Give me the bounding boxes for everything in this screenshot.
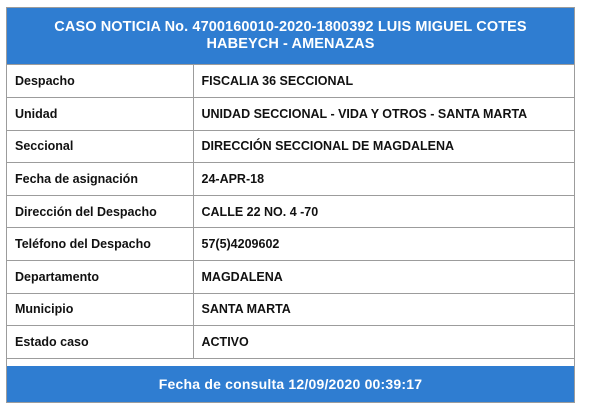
row-label-estado: Estado caso xyxy=(7,326,193,359)
row-value-estado: ACTIVO xyxy=(193,326,574,359)
case-title-line1: CASO NOTICIA No. 4700160010-2020-1800392 LUIS MIGUEL COTES xyxy=(54,19,527,35)
row-label-despacho: Despacho xyxy=(7,65,193,98)
row-value-departamento: MAGDALENA xyxy=(193,261,574,294)
table-row xyxy=(7,163,574,196)
table-row xyxy=(7,98,574,131)
row-value-telefono: 57(5)4209602 xyxy=(193,228,574,261)
row-label-fecha-asignacion: Fecha de asignación xyxy=(7,163,193,196)
consult-date-text: Fecha de consulta 12/09/2020 00:39:17 xyxy=(158,376,423,392)
consult-date-footer xyxy=(7,366,574,402)
row-value-fecha-asignacion: 24-APR-18 xyxy=(193,163,574,196)
row-label-unidad: Unidad xyxy=(7,98,193,131)
row-value-direccion: CALLE 22 NO. 4 -70 xyxy=(193,195,574,228)
table-row xyxy=(7,195,574,228)
row-label-municipio: Municipio xyxy=(7,293,193,326)
table-row xyxy=(7,65,574,98)
row-value-municipio: SANTA MARTA xyxy=(193,293,574,326)
row-label-direccion: Dirección del Despacho xyxy=(7,195,193,228)
row-value-despacho: FISCALIA 36 SECCIONAL xyxy=(193,65,574,98)
table-row xyxy=(7,130,574,163)
table-row xyxy=(7,326,574,359)
table-row xyxy=(7,261,574,294)
row-value-unidad: UNIDAD SECCIONAL - VIDA Y OTROS - SANTA MARTA xyxy=(193,98,574,131)
case-title-line2: HABEYCH - AMENAZAS xyxy=(206,36,375,52)
case-header xyxy=(7,8,574,65)
table-row xyxy=(7,228,574,261)
row-label-seccional: Seccional xyxy=(7,130,193,163)
table-row xyxy=(7,293,574,326)
case-details-table xyxy=(7,65,574,359)
case-info-card xyxy=(6,7,575,403)
row-label-departamento: Departamento xyxy=(7,261,193,294)
row-value-seccional: DIRECCIÓN SECCIONAL DE MAGDALENA xyxy=(193,130,574,163)
row-label-telefono: Teléfono del Despacho xyxy=(7,228,193,261)
